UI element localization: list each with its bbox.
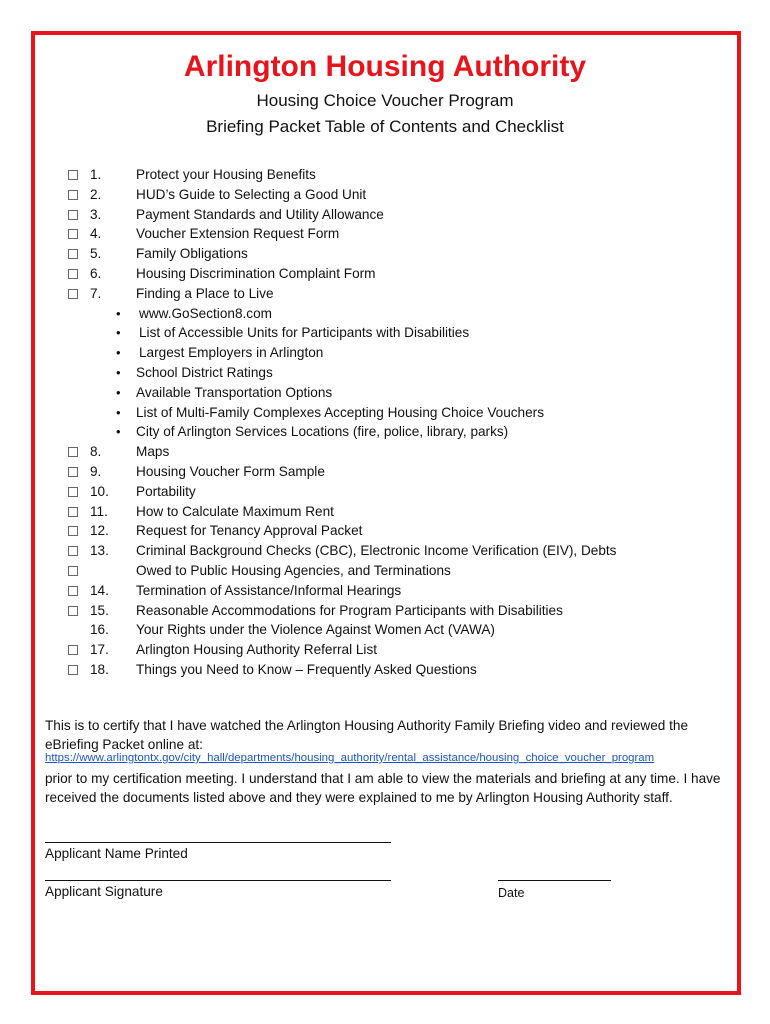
date-label: Date xyxy=(498,886,525,900)
item-number: 8. xyxy=(90,444,102,460)
checklist-item xyxy=(0,581,770,601)
item-number: 16. xyxy=(90,622,109,638)
applicant-name-line[interactable] xyxy=(45,842,391,843)
item-number: 10. xyxy=(90,483,109,499)
item-text: Finding a Place to Live xyxy=(136,285,274,301)
item-text: Portability xyxy=(136,483,196,499)
bullet-icon: • xyxy=(116,404,121,420)
checklist-subtitle: Briefing Packet Table of Contents and Checklist xyxy=(206,117,564,136)
item-number: 6. xyxy=(90,265,102,281)
bullet-icon: • xyxy=(116,364,121,380)
bullet-icon: • xyxy=(116,384,121,400)
item-text: Housing Voucher Form Sample xyxy=(136,463,325,479)
bullet-text: Largest Employers in Arlington xyxy=(139,345,324,361)
checkbox[interactable] xyxy=(68,507,78,517)
checklist-item xyxy=(0,482,770,502)
item-number: 14. xyxy=(90,582,109,598)
bullet-icon: • xyxy=(116,325,121,341)
checklist-item xyxy=(0,561,770,581)
checkbox[interactable] xyxy=(68,546,78,556)
item-text: Maps xyxy=(136,444,170,460)
checklist-item xyxy=(0,601,770,621)
item-text: HUD’s Guide to Selecting a Good Unit xyxy=(136,186,367,202)
applicant-signature-line[interactable] xyxy=(45,880,391,881)
bullet-text: School District Ratings xyxy=(136,364,273,380)
date-line[interactable] xyxy=(498,880,611,881)
checklist-item xyxy=(0,541,770,561)
checklist-item xyxy=(0,264,770,284)
item-number: 4. xyxy=(90,226,102,242)
item-number: 12. xyxy=(90,523,109,539)
item-number: 18. xyxy=(90,661,109,677)
item-text: Things you Need to Know – Frequently Asked Questions xyxy=(136,661,477,677)
item-text: Criminal Background Checks (CBC), Electronic Income Verification (EIV), Debts xyxy=(136,543,617,559)
item-text: How to Calculate Maximum Rent xyxy=(136,503,334,519)
item-text: Arlington Housing Authority Referral List xyxy=(136,642,378,658)
item-number: 5. xyxy=(90,246,102,262)
bullet-text: List of Multi-Family Complexes Accepting Housing Choice Vouchers xyxy=(136,404,544,420)
bullet-icon: • xyxy=(116,305,121,321)
document-title: Arlington Housing Authority xyxy=(183,50,587,83)
checklist-item xyxy=(0,442,770,462)
checklist-item xyxy=(0,521,770,541)
bullet-item xyxy=(0,343,770,363)
certification-text-continued: prior to my certification meeting. I understand that I am able to view the materials and briefing at any time. I have received the documents listed above and they were explained to me by Arlington Housing Authority staff. xyxy=(45,771,721,805)
checklist-item xyxy=(0,660,770,680)
checkbox[interactable] xyxy=(68,606,78,616)
checklist xyxy=(0,165,770,680)
checkbox[interactable] xyxy=(68,210,78,220)
item-text: Payment Standards and Utility Allowance xyxy=(136,206,384,222)
item-text: Reasonable Accommodations for Program Participants with Disabilities xyxy=(136,602,563,618)
bullet-text: Available Transportation Options xyxy=(136,384,333,400)
item-number: 2. xyxy=(90,186,102,202)
checkbox[interactable] xyxy=(68,526,78,536)
bullet-text: List of Accessible Units for Participants with Disabilities xyxy=(139,325,470,341)
item-text: Voucher Extension Request Form xyxy=(136,226,340,242)
bullet-text: www.GoSection8.com xyxy=(139,305,272,321)
checkbox[interactable] xyxy=(68,586,78,596)
bullet-icon: • xyxy=(116,424,121,440)
item-number: 17. xyxy=(90,642,109,658)
bullet-text: City of Arlington Services Locations (fire, police, library, parks) xyxy=(136,424,509,440)
checkbox[interactable] xyxy=(68,467,78,477)
checklist-item xyxy=(0,224,770,244)
checklist-item xyxy=(0,502,770,522)
checklist-item xyxy=(0,244,770,264)
item-text: Protect your Housing Benefits xyxy=(136,167,316,182)
item-text: Your Rights under the Violence Against Women Act (VAWA) xyxy=(136,622,495,638)
bullet-icon: • xyxy=(116,345,121,361)
applicant-signature-label: Applicant Signature xyxy=(45,884,163,899)
checklist-item xyxy=(0,205,770,225)
checkbox[interactable] xyxy=(68,487,78,497)
bullet-item xyxy=(0,403,770,423)
checkbox[interactable] xyxy=(68,289,78,299)
checklist-item xyxy=(0,185,770,205)
certification-text: This is to certify that I have watched the Arlington Housing Authority Family Briefing video and reviewed the eBriefing Packet online at: xyxy=(45,718,689,752)
bullet-item xyxy=(0,363,770,383)
item-number: 13. xyxy=(90,543,109,559)
checklist-item xyxy=(0,620,770,640)
checkbox[interactable] xyxy=(68,229,78,239)
bullet-item xyxy=(0,383,770,403)
applicant-name-label: Applicant Name Printed xyxy=(45,846,188,861)
program-subtitle: Housing Choice Voucher Program xyxy=(256,91,514,110)
item-number: 3. xyxy=(90,206,102,222)
item-text: Owed to Public Housing Agencies, and Terminations xyxy=(136,562,451,578)
checklist-item xyxy=(0,462,770,482)
checklist-item xyxy=(0,284,770,304)
checkbox[interactable] xyxy=(68,269,78,279)
bullet-item xyxy=(0,323,770,343)
item-number: 7. xyxy=(90,285,102,301)
item-number: 1. xyxy=(90,167,102,182)
item-text: Request for Tenancy Approval Packet xyxy=(136,523,363,539)
item-number: 11. xyxy=(90,503,108,519)
checklist-item xyxy=(0,640,770,660)
bullet-item xyxy=(0,422,770,442)
checkbox[interactable] xyxy=(68,190,78,200)
item-text: Housing Discrimination Complaint Form xyxy=(136,265,376,281)
checklist-item xyxy=(0,165,770,185)
item-text: Termination of Assistance/Informal Hearings xyxy=(136,582,402,598)
checkbox[interactable] xyxy=(68,447,78,457)
item-number: 9. xyxy=(90,463,102,479)
checkbox[interactable] xyxy=(68,645,78,655)
checkbox[interactable] xyxy=(68,170,78,180)
checkbox[interactable] xyxy=(68,249,78,259)
item-number: 15. xyxy=(90,602,109,618)
bullet-item xyxy=(0,304,770,324)
checkbox[interactable] xyxy=(68,665,78,675)
briefing-packet-link[interactable]: https://www.arlingtontx.gov/city_hall/departments/housing_authority/rental_assistance/housing_choice_voucher_program xyxy=(45,752,655,764)
item-text: Family Obligations xyxy=(136,246,248,262)
checkbox[interactable] xyxy=(68,566,78,576)
